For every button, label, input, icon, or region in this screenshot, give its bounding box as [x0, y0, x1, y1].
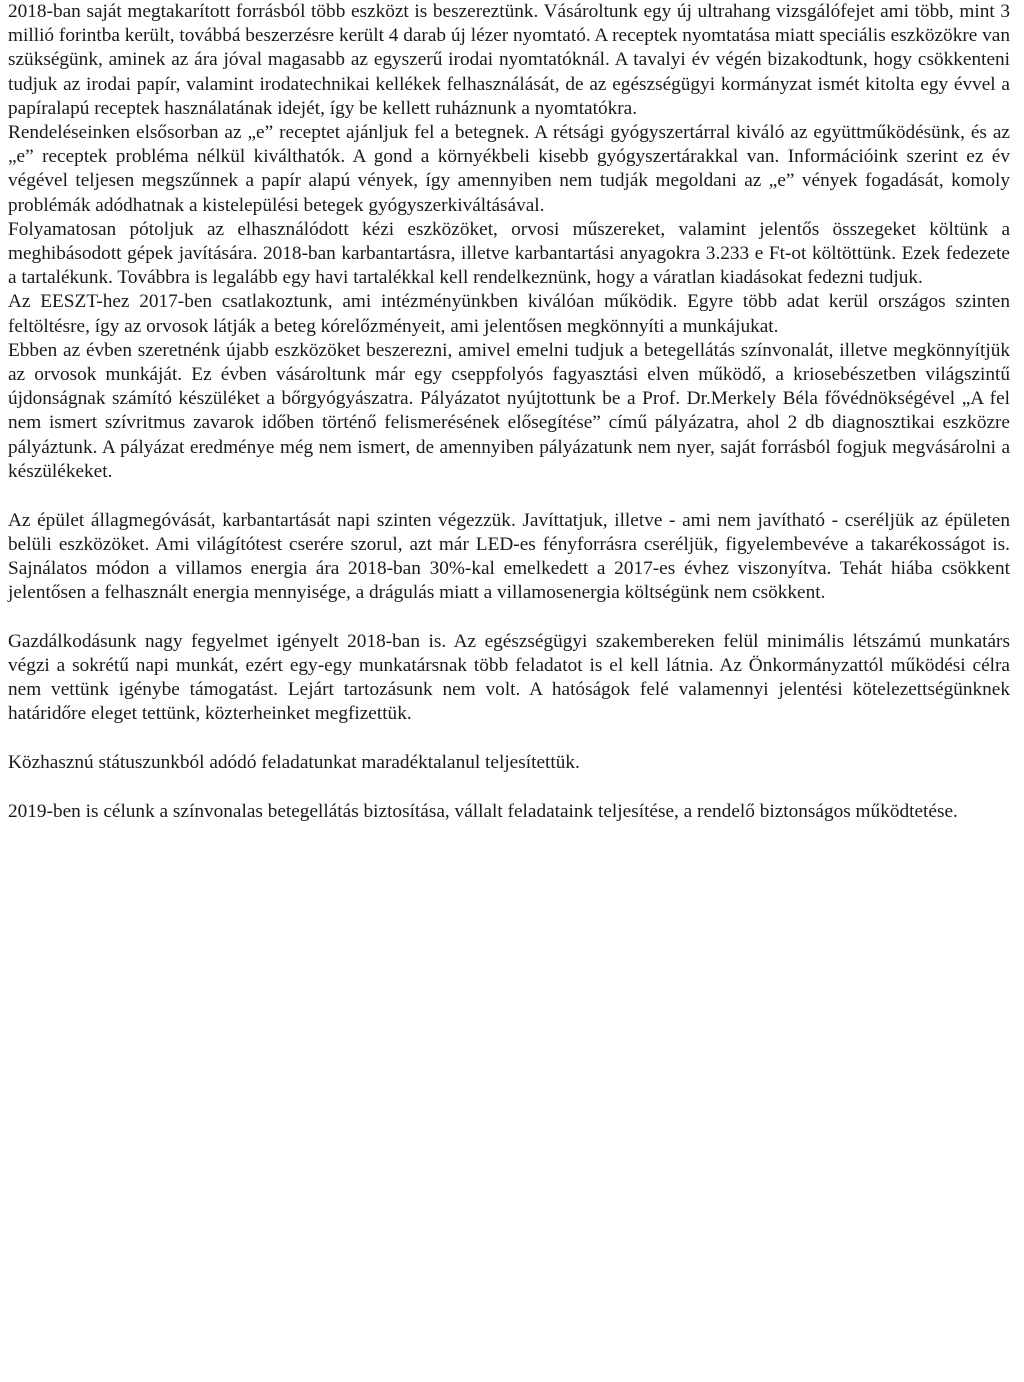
- paragraph-e-prescription: Rendeléseinken elsősorban az „e” receptet ajánljuk fel a betegnek. A rétsági gyógyszertárral kiváló az együttműködésünk, és az „e” receptek probléma nélkül kiválthatók. A gond a környékbeli kisebb gyógyszertárakkal van. Információink szerint ez év végével teljesen megszűnnek a papír alapú vények, így amennyiben nem tudják megoldani az „e” vények fogadását, komoly problémák adódhatnak a kistelepülési betegek gyógyszerkiváltásával.: [8, 122, 1010, 216]
- paragraph-public-benefit: Közhasznú státuszunkból adódó feladatunkat maradéktalanul teljesítettük.: [8, 752, 580, 774]
- paragraph-goals-2019: 2019-ben is célunk a színvonalas betegellátás biztosítása, vállalt feladataink teljesítése, a rendelő biztonságos működtetése.: [8, 800, 958, 822]
- paragraph-spacer: [8, 605, 1010, 630]
- document-page: [8, 0, 1010, 824]
- paragraph-building: Az épület állagmegóvását, karbantartását napi szinten végezzük. Javíttatjuk, illetve - ami nem javítható - cseréljük az épületen belüli eszközöket. Ami világítótest cserére szorul, azt már LED-es fényforrásra cseréljük, figyelembevéve a takarékosságot is. Sajnálatos módon a villamos energia ára 2018-ban 30%-kal emelkedett a 2017-es évhez viszonyítva. Tehát hiába csökkent jelentősen a felhasznált energia mennyisége, a drágulás miatt a villamosenergia költségünk nem csökkent.: [8, 509, 1010, 604]
- paragraph-spacer: [8, 727, 1010, 752]
- paragraph-maintenance: Folyamatosan pótoljuk az elhasználódott kézi eszközöket, orvosi műszereket, valamint jelentős összegeket költünk a meghibásodott gépek javítására. 2018-ban karbantartásra, illetve karbantartási anyagokra 3.233 e Ft-ot költöttünk. Ezek fedezete a tartalékunk. Továbbra is legalább egy havi tartalékkal kell rendelkeznünk, hogy a váratlan kiadásokat fedezni tudjuk.: [8, 218, 1010, 289]
- paragraph-eeszt: Az EESZT-hez 2017-ben csatlakoztunk, ami intézményünkben kiválóan működik. Egyre több adat kerül országos szinten feltöltésre, így az orvosok látják a beteg kórelőzményeit, ami jelentősen megkönnyíti a munkájukat.: [8, 291, 1010, 337]
- paragraph-spacer: [8, 484, 1010, 509]
- paragraph-new-equipment: Ebben az évben szeretnénk újabb eszközöket beszerezni, amivel emelni tudjuk a betegellátás színvonalát, illetve megkönnyítjük az orvosok munkáját. Ez évben vásároltunk már egy cseppfolyós fagyasztási elven működő, a kriosebészetben világszintű újdonságnak számító készüléket a bőrgyógyászatra. Pályázatot nyújtottunk be a Prof. Dr.Merkely Béla fővédnökségével „A fel nem ismert szívritmus zavarok időben történő felismerésének elősegítése” című pályázatra, ahol 2 db diagnosztikai eszközre pályáztunk. A pályázat eredménye még nem ismert, de amennyiben pályázatunk nem nyer, saját forrásból fogjuk megvásárolni a készülékeket.: [8, 339, 1010, 482]
- paragraph-spacer: [8, 775, 1010, 800]
- paragraph-purchases: 2018-ban saját megtakarított forrásból több eszközt is beszereztünk. Vásároltunk egy új ultrahang vizsgálófejet ami több, mint 3 millió forintba került, továbbá beszerzésre került 4 darab új lézer nyomtató. A receptek nyomtatása miatt speciális eszközökre van szükségünk, aminek az ára jóval magasabb az egyszerű irodai nyomtatóknál. A tavalyi év végén bizakodtunk, hogy csökkenteni tudjuk az irodai papír, valamint irodatechnikai kellékek felhasználását, de az egészségügyi kormányzat ismét kitolta egy évvel a papíralapú receptek használatának idejét, így be kellett ruháznunk a nyomtatókra.: [8, 1, 1010, 119]
- paragraph-management: Gazdálkodásunk nagy fegyelmet igényelt 2018-ban is. Az egészségügyi szakembereken felül minimális létszámú munkatárs végzi a sokrétű napi munkát, ezért egy-egy munkatársnak több feladatot is el kell látnia. Az Önkormányzattól működési célra nem vettünk igénybe támogatást. Lejárt tartozásunk nem volt. A hatóságok felé valamennyi jelentési kötelezettségünknek határidőre eleget tettünk, közterheinket megfizettük.: [8, 630, 1010, 725]
